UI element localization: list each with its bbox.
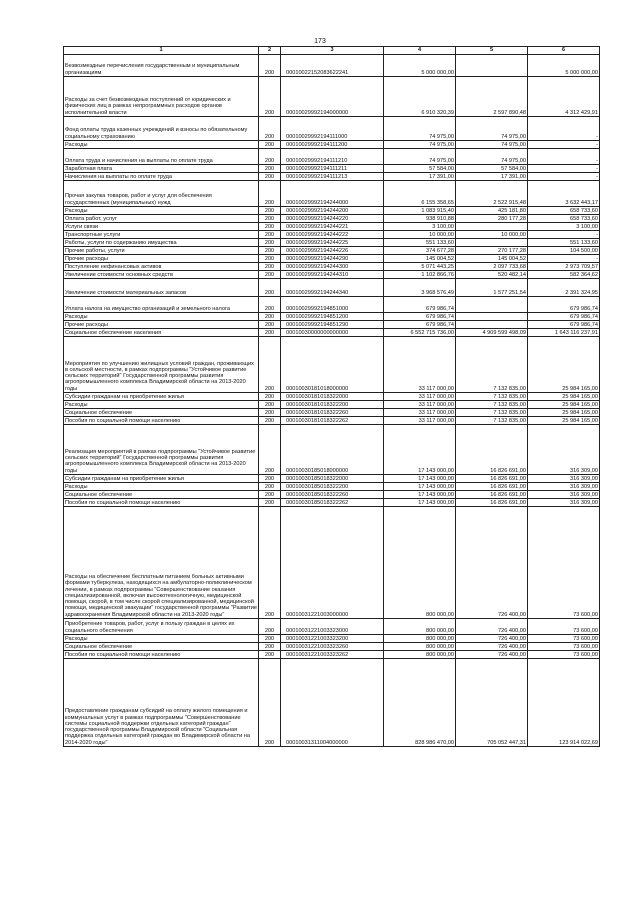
row-value-col5: 10 000,00: [456, 231, 528, 239]
table-row: [64, 247, 600, 255]
row-value-col6: 25 984 165,00: [528, 337, 600, 393]
table-body: [64, 47, 600, 747]
row-code: 200: [259, 507, 281, 619]
row-name: Расходы: [64, 483, 259, 491]
row-value-col4: 800 000,00: [384, 635, 456, 643]
row-value-col4: 10 000,00: [384, 231, 456, 239]
row-code: 200: [259, 181, 281, 207]
row-value-col4: 5 071 443,25: [384, 263, 456, 271]
row-code: 200: [259, 223, 281, 231]
row-name: Прочие расходы: [64, 255, 259, 263]
row-code: 200: [259, 321, 281, 329]
table-row: [64, 643, 600, 651]
row-value-col6: 316 309,00: [528, 425, 600, 475]
row-name: Предоставление гражданам субсидий на оплату жилого помещения и коммунальных услуг в рамках подпрограммы "Совершенствование системы социальной поддержки отдельных категорий граждан" государственной программы Владимирской области "Социальная поддержка отдельных категорий граждан во Владимирской области на 2014-2020 годы": [64, 659, 259, 747]
row-code: 200: [259, 651, 281, 659]
table-row: [64, 635, 600, 643]
row-value-col4: 33 117 000,00: [384, 401, 456, 409]
row-budget-code: 00010029992194111211: [281, 165, 384, 173]
row-code: 200: [259, 231, 281, 239]
row-code: 200: [259, 401, 281, 409]
row-budget-code: 00010031221003323000: [281, 619, 384, 635]
row-value-col4: 551 133,60: [384, 239, 456, 247]
row-code: 200: [259, 149, 281, 165]
row-value-col6: 25 984 165,00: [528, 393, 600, 401]
row-value-col5: 726 400,00: [456, 619, 528, 635]
row-name: Заработная плата: [64, 165, 259, 173]
row-budget-code: 00010029992194244340: [281, 279, 384, 297]
row-code: 200: [259, 483, 281, 491]
row-name: Расходы: [64, 207, 259, 215]
row-budget-code: 00010030181018000000: [281, 337, 384, 393]
row-budget-code: 00010030185018322200: [281, 483, 384, 491]
row-value-col5: 270 177,28: [456, 247, 528, 255]
table-row: [64, 483, 600, 491]
row-name: Социальное обеспечение населения: [64, 329, 259, 337]
budget-table: [63, 46, 600, 747]
row-budget-code: 00010029992194244226: [281, 247, 384, 255]
row-value-col5: 425 181,80: [456, 207, 528, 215]
row-value-col5: 280 177,28: [456, 215, 528, 223]
row-value-col4: 374 677,28: [384, 247, 456, 255]
table-row: [64, 165, 600, 173]
row-value-col4: 17 143 000,00: [384, 425, 456, 475]
table-row: [64, 337, 600, 393]
row-value-col4: 938 910,88: [384, 215, 456, 223]
row-name: Фонд оплаты труда казенных учреждений и взносы по обязательному социальному страхованию: [64, 117, 259, 141]
row-code: 200: [259, 247, 281, 255]
row-value-col5: 16 826 691,00: [456, 491, 528, 499]
row-value-col5: 16 826 691,00: [456, 475, 528, 483]
table-row: [64, 651, 600, 659]
row-value-col4: 800 000,00: [384, 651, 456, 659]
row-code: 200: [259, 207, 281, 215]
row-value-col4: 17 143 000,00: [384, 483, 456, 491]
row-value-col5: [456, 223, 528, 231]
row-value-col5: [456, 297, 528, 313]
row-value-col4: 5 000 000,00: [384, 55, 456, 77]
row-name: Субсидии гражданам на приобретение жилья: [64, 475, 259, 483]
row-code: 200: [259, 425, 281, 475]
table-row: [64, 425, 600, 475]
table-row: [64, 173, 600, 181]
row-value-col6: -: [528, 149, 600, 165]
row-budget-code: 00010029992194244290: [281, 255, 384, 263]
row-name: Пособия по социальной помощи населению: [64, 417, 259, 425]
row-value-col4: 74 975,00: [384, 141, 456, 149]
table-row: [64, 329, 600, 337]
row-code: 200: [259, 297, 281, 313]
row-code: 200: [259, 117, 281, 141]
row-value-col5: 2 097 733,68: [456, 263, 528, 271]
row-name: Мероприятия по улучшению жилищных условий граждан, проживающих в сельской местности, в рамках подпрограммы "Устойчивое развитие сельских территорий" Государственной программы развития агропромышленного комплекса Владимирской области на 2013-2020 годы: [64, 337, 259, 393]
row-budget-code: 00010030185018322262: [281, 499, 384, 507]
row-value-col4: 800 000,00: [384, 507, 456, 619]
row-name: Начисления на выплаты по оплате труда: [64, 173, 259, 181]
row-value-col4: 679 986,74: [384, 313, 456, 321]
row-value-col6: 25 984 165,00: [528, 417, 600, 425]
row-name: Социальное обеспечение: [64, 643, 259, 651]
row-value-col4: 6 552 715 736,00: [384, 329, 456, 337]
row-value-col5: 1 577 251,54: [456, 279, 528, 297]
table-row: [64, 55, 600, 77]
row-value-col6: 25 984 165,00: [528, 401, 600, 409]
row-value-col6: 582 364,62: [528, 271, 600, 279]
row-budget-code: 00010029992194000000: [281, 77, 384, 117]
row-value-col4: 74 975,00: [384, 149, 456, 165]
row-name: Поступление нефинансовых активов: [64, 263, 259, 271]
table-row: [64, 181, 600, 207]
row-name: Уплата налога на имущество организаций и земельного налога: [64, 297, 259, 313]
table-row: [64, 491, 600, 499]
row-value-col6: -: [528, 255, 600, 263]
row-budget-code: 00010030181018322000: [281, 393, 384, 401]
row-name: Расходы на обеспечение бесплатным питанием больных активными формами туберкулеза, находящихся на амбулаторно-поликлиническом лечении, в рамках подпрограммы "Совершенствование оказания специализированной, включая высокотехнологичную, медицинской помощи, скорой, в том числе скорой специализированной, медицинской помощи, медицинской эвакуации" государственной программы "Развитие здравоохранения Владимирской области на 2013-2020 годы": [64, 507, 259, 619]
row-code: 200: [259, 263, 281, 271]
row-name: Прочая закупка товаров, работ и услуг для обеспечения государственных (муниципальных) нужд: [64, 181, 259, 207]
row-code: 200: [259, 643, 281, 651]
table-row: [64, 271, 600, 279]
row-value-col5: 4 909 599 498,09: [456, 329, 528, 337]
row-value-col5: 2 597 890,48: [456, 77, 528, 117]
table-row: [64, 417, 600, 425]
row-code: 200: [259, 491, 281, 499]
table-row: [64, 313, 600, 321]
row-value-col5: [456, 239, 528, 247]
row-name: Расходы: [64, 313, 259, 321]
row-value-col6: 5 000 000,00: [528, 55, 600, 77]
row-budget-code: 00010031221003000000: [281, 507, 384, 619]
row-budget-code: 00010030181018322262: [281, 417, 384, 425]
row-value-col4: 1 083 915,40: [384, 207, 456, 215]
table-row: [64, 401, 600, 409]
row-budget-code: 00010029992194111200: [281, 141, 384, 149]
row-code: 200: [259, 619, 281, 635]
row-name: Пособия по социальной помощи населению: [64, 499, 259, 507]
row-name: Работы, услуги по содержанию имущества: [64, 239, 259, 247]
row-name: Услуги связи: [64, 223, 259, 231]
row-value-col6: 73 600,00: [528, 643, 600, 651]
row-code: 200: [259, 239, 281, 247]
row-budget-code: 00010030181018322260: [281, 409, 384, 417]
row-value-col6: 104 500,00: [528, 247, 600, 255]
row-code: 200: [259, 141, 281, 149]
row-value-col4: 6 910 320,39: [384, 77, 456, 117]
row-code: 200: [259, 77, 281, 117]
row-value-col6: 2 973 709,57: [528, 263, 600, 271]
row-value-col6: -: [528, 117, 600, 141]
row-name: Расходы: [64, 635, 259, 643]
row-value-col5: 726 400,00: [456, 643, 528, 651]
row-name: Социальное обеспечение: [64, 409, 259, 417]
row-value-col4: 33 117 000,00: [384, 393, 456, 401]
row-value-col5: [456, 321, 528, 329]
row-value-col5: 726 400,00: [456, 507, 528, 619]
row-value-col6: 73 600,00: [528, 651, 600, 659]
table-row: [64, 263, 600, 271]
row-budget-code: 00010031311004000000: [281, 659, 384, 747]
row-code: 200: [259, 659, 281, 747]
row-value-col4: 145 004,52: [384, 255, 456, 263]
row-value-col4: 800 000,00: [384, 619, 456, 635]
row-name: Пособия по социальной помощи населению: [64, 651, 259, 659]
row-name: Оплата работ, услуг: [64, 215, 259, 223]
row-value-col5: 16 826 691,00: [456, 425, 528, 475]
table-row: [64, 255, 600, 263]
row-value-col6: 73 600,00: [528, 619, 600, 635]
row-value-col6: -: [528, 173, 600, 181]
row-value-col5: 705 052 447,31: [456, 659, 528, 747]
row-value-col5: 520 482,14: [456, 271, 528, 279]
row-value-col5: 2 522 915,48: [456, 181, 528, 207]
row-name: Транспортные услуги: [64, 231, 259, 239]
row-value-col5: 17 391,00: [456, 173, 528, 181]
row-value-col5: 74 975,00: [456, 117, 528, 141]
row-name: Прочие работы, услуги: [64, 247, 259, 255]
row-value-col6: 3 632 443,17: [528, 181, 600, 207]
col-header-3: 3: [281, 47, 384, 55]
row-value-col5: 7 132 835,00: [456, 409, 528, 417]
row-value-col4: 3 100,00: [384, 223, 456, 231]
row-value-col4: 679 986,74: [384, 297, 456, 313]
row-value-col6: 316 309,00: [528, 475, 600, 483]
row-code: 200: [259, 409, 281, 417]
row-budget-code: 00010029992194244225: [281, 239, 384, 247]
row-code: 200: [259, 499, 281, 507]
row-budget-code: 00010030185018322260: [281, 491, 384, 499]
row-value-col6: 679 986,74: [528, 321, 600, 329]
row-code: 200: [259, 55, 281, 77]
row-code: 200: [259, 279, 281, 297]
row-budget-code: 00010030185018000000: [281, 425, 384, 475]
row-budget-code: 00010029992194851000: [281, 297, 384, 313]
row-value-col4: 3 968 576,49: [384, 279, 456, 297]
row-value-col4: 1 102 866,76: [384, 271, 456, 279]
row-name: Увеличение стоимости материальных запасов: [64, 279, 259, 297]
col-header-2: 2: [259, 47, 281, 55]
row-budget-code: 00010029992194244200: [281, 207, 384, 215]
page-number: 173: [314, 38, 326, 45]
row-value-col6: 73 600,00: [528, 635, 600, 643]
row-code: 200: [259, 635, 281, 643]
row-name: Оплата труда и начисления на выплаты по оплате труда: [64, 149, 259, 165]
row-value-col6: 316 309,00: [528, 499, 600, 507]
row-value-col4: 33 117 000,00: [384, 409, 456, 417]
row-budget-code: 00010029992194244300: [281, 263, 384, 271]
row-code: 200: [259, 313, 281, 321]
col-header-1: 1: [64, 47, 259, 55]
row-value-col6: 316 309,00: [528, 483, 600, 491]
row-value-col6: 679 986,74: [528, 297, 600, 313]
table-row: [64, 499, 600, 507]
row-name: Безвозмездные перечисления государственным и муниципальным организациям: [64, 55, 259, 77]
row-value-col4: 828 986 470,00: [384, 659, 456, 747]
header-row: [64, 47, 600, 55]
row-value-col5: [456, 313, 528, 321]
row-name: Расходы: [64, 401, 259, 409]
row-budget-code: 00010029992194851290: [281, 321, 384, 329]
row-value-col6: 551 133,60: [528, 239, 600, 247]
table-row: [64, 409, 600, 417]
row-code: 200: [259, 173, 281, 181]
row-budget-code: 00010031221003323200: [281, 635, 384, 643]
row-value-col4: 17 391,00: [384, 173, 456, 181]
row-budget-code: 00010030000000000000: [281, 329, 384, 337]
row-code: 200: [259, 329, 281, 337]
row-value-col5: 74 975,00: [456, 141, 528, 149]
table-row: [64, 239, 600, 247]
row-value-col5: 726 400,00: [456, 635, 528, 643]
row-name: Социальное обеспечение: [64, 491, 259, 499]
table-row: [64, 279, 600, 297]
row-value-col6: 1 643 116 237,91: [528, 329, 600, 337]
row-budget-code: 00010022152083622241: [281, 55, 384, 77]
row-budget-code: 00010029992194851200: [281, 313, 384, 321]
col-header-5: 5: [456, 47, 528, 55]
row-value-col5: 7 132 835,00: [456, 337, 528, 393]
row-value-col5: 726 400,00: [456, 651, 528, 659]
row-value-col5: 16 826 691,00: [456, 499, 528, 507]
table-row: [64, 141, 600, 149]
row-value-col6: 316 309,00: [528, 491, 600, 499]
row-budget-code: 00010029992194111000: [281, 117, 384, 141]
row-name: Субсидии гражданам на приобретение жилья: [64, 393, 259, 401]
row-budget-code: 00010029992194111210: [281, 149, 384, 165]
row-code: 200: [259, 475, 281, 483]
row-value-col5: 16 826 691,00: [456, 483, 528, 491]
row-budget-code: 00010029992194244222: [281, 231, 384, 239]
table-row: [64, 475, 600, 483]
row-name: Расходы за счет безвозмездных поступлений от юридических и физических лиц в рамках непрограммных расходов органов исполнительной власти: [64, 77, 259, 117]
table-row: [64, 297, 600, 313]
table-row: [64, 659, 600, 747]
row-budget-code: 00010029992194244221: [281, 223, 384, 231]
row-value-col6: -: [528, 165, 600, 173]
row-value-col4: 17 143 000,00: [384, 499, 456, 507]
row-code: 200: [259, 165, 281, 173]
table-row: [64, 149, 600, 165]
row-budget-code: 00010030185018322000: [281, 475, 384, 483]
row-value-col4: 679 986,74: [384, 321, 456, 329]
row-code: 200: [259, 215, 281, 223]
row-budget-code: 00010029992194244220: [281, 215, 384, 223]
table-row: [64, 231, 600, 239]
row-value-col5: 7 132 835,00: [456, 401, 528, 409]
row-value-col6: 679 986,74: [528, 313, 600, 321]
row-value-col6: 73 600,00: [528, 507, 600, 619]
row-value-col6: 658 733,60: [528, 207, 600, 215]
row-code: 200: [259, 417, 281, 425]
row-name: Прочие расходы: [64, 321, 259, 329]
row-name: Приобретение товаров, работ, услуг в пользу граждан в целях их социального обеспечения: [64, 619, 259, 635]
table-row: [64, 207, 600, 215]
row-value-col5: 7 132 835,00: [456, 417, 528, 425]
row-code: 200: [259, 393, 281, 401]
row-value-col4: 74 975,00: [384, 117, 456, 141]
row-value-col6: -: [528, 231, 600, 239]
row-budget-code: 00010030181018322200: [281, 401, 384, 409]
row-value-col5: 145 004,52: [456, 255, 528, 263]
table-row: [64, 321, 600, 329]
table-row: [64, 619, 600, 635]
row-value-col6: 4 312 429,91: [528, 77, 600, 117]
table-row: [64, 77, 600, 117]
table-row: [64, 507, 600, 619]
row-value-col6: 658 733,60: [528, 215, 600, 223]
table-row: [64, 393, 600, 401]
col-header-4: 4: [384, 47, 456, 55]
row-budget-code: 00010029992194244310: [281, 271, 384, 279]
row-value-col5: [456, 55, 528, 77]
row-code: 200: [259, 255, 281, 263]
row-value-col4: 33 117 000,00: [384, 337, 456, 393]
table-row: [64, 223, 600, 231]
row-value-col6: 2 391 324,95: [528, 279, 600, 297]
col-header-6: 6: [528, 47, 600, 55]
row-budget-code: 00010029992194244000: [281, 181, 384, 207]
row-value-col6: 3 100,00: [528, 223, 600, 231]
row-value-col5: 7 132 835,00: [456, 393, 528, 401]
row-budget-code: 00010031221003323260: [281, 643, 384, 651]
table-row: [64, 215, 600, 223]
row-value-col6: 25 984 165,00: [528, 409, 600, 417]
row-name: Увеличение стоимости основных средств: [64, 271, 259, 279]
table-row: [64, 117, 600, 141]
row-value-col4: 6 155 358,65: [384, 181, 456, 207]
row-value-col4: 33 117 000,00: [384, 417, 456, 425]
row-budget-code: 00010029992194111213: [281, 173, 384, 181]
row-code: 200: [259, 337, 281, 393]
row-value-col4: 17 143 000,00: [384, 475, 456, 483]
row-name: Реализация мероприятий в рамках подпрограммы "Устойчивое развитие сельских территорий" Государственной программы развития агропромышленного комплекса Владимирской области на 2013-2020 годы: [64, 425, 259, 475]
row-budget-code: 00010031221003323262: [281, 651, 384, 659]
row-value-col5: 74 975,00: [456, 149, 528, 165]
row-name: Расходы: [64, 141, 259, 149]
row-value-col4: 17 143 000,00: [384, 491, 456, 499]
row-value-col4: 57 584,00: [384, 165, 456, 173]
row-value-col5: 57 584,00: [456, 165, 528, 173]
row-value-col4: 800 000,00: [384, 643, 456, 651]
row-code: 200: [259, 271, 281, 279]
row-value-col6: -: [528, 141, 600, 149]
row-value-col6: 123 914 022,69: [528, 659, 600, 747]
